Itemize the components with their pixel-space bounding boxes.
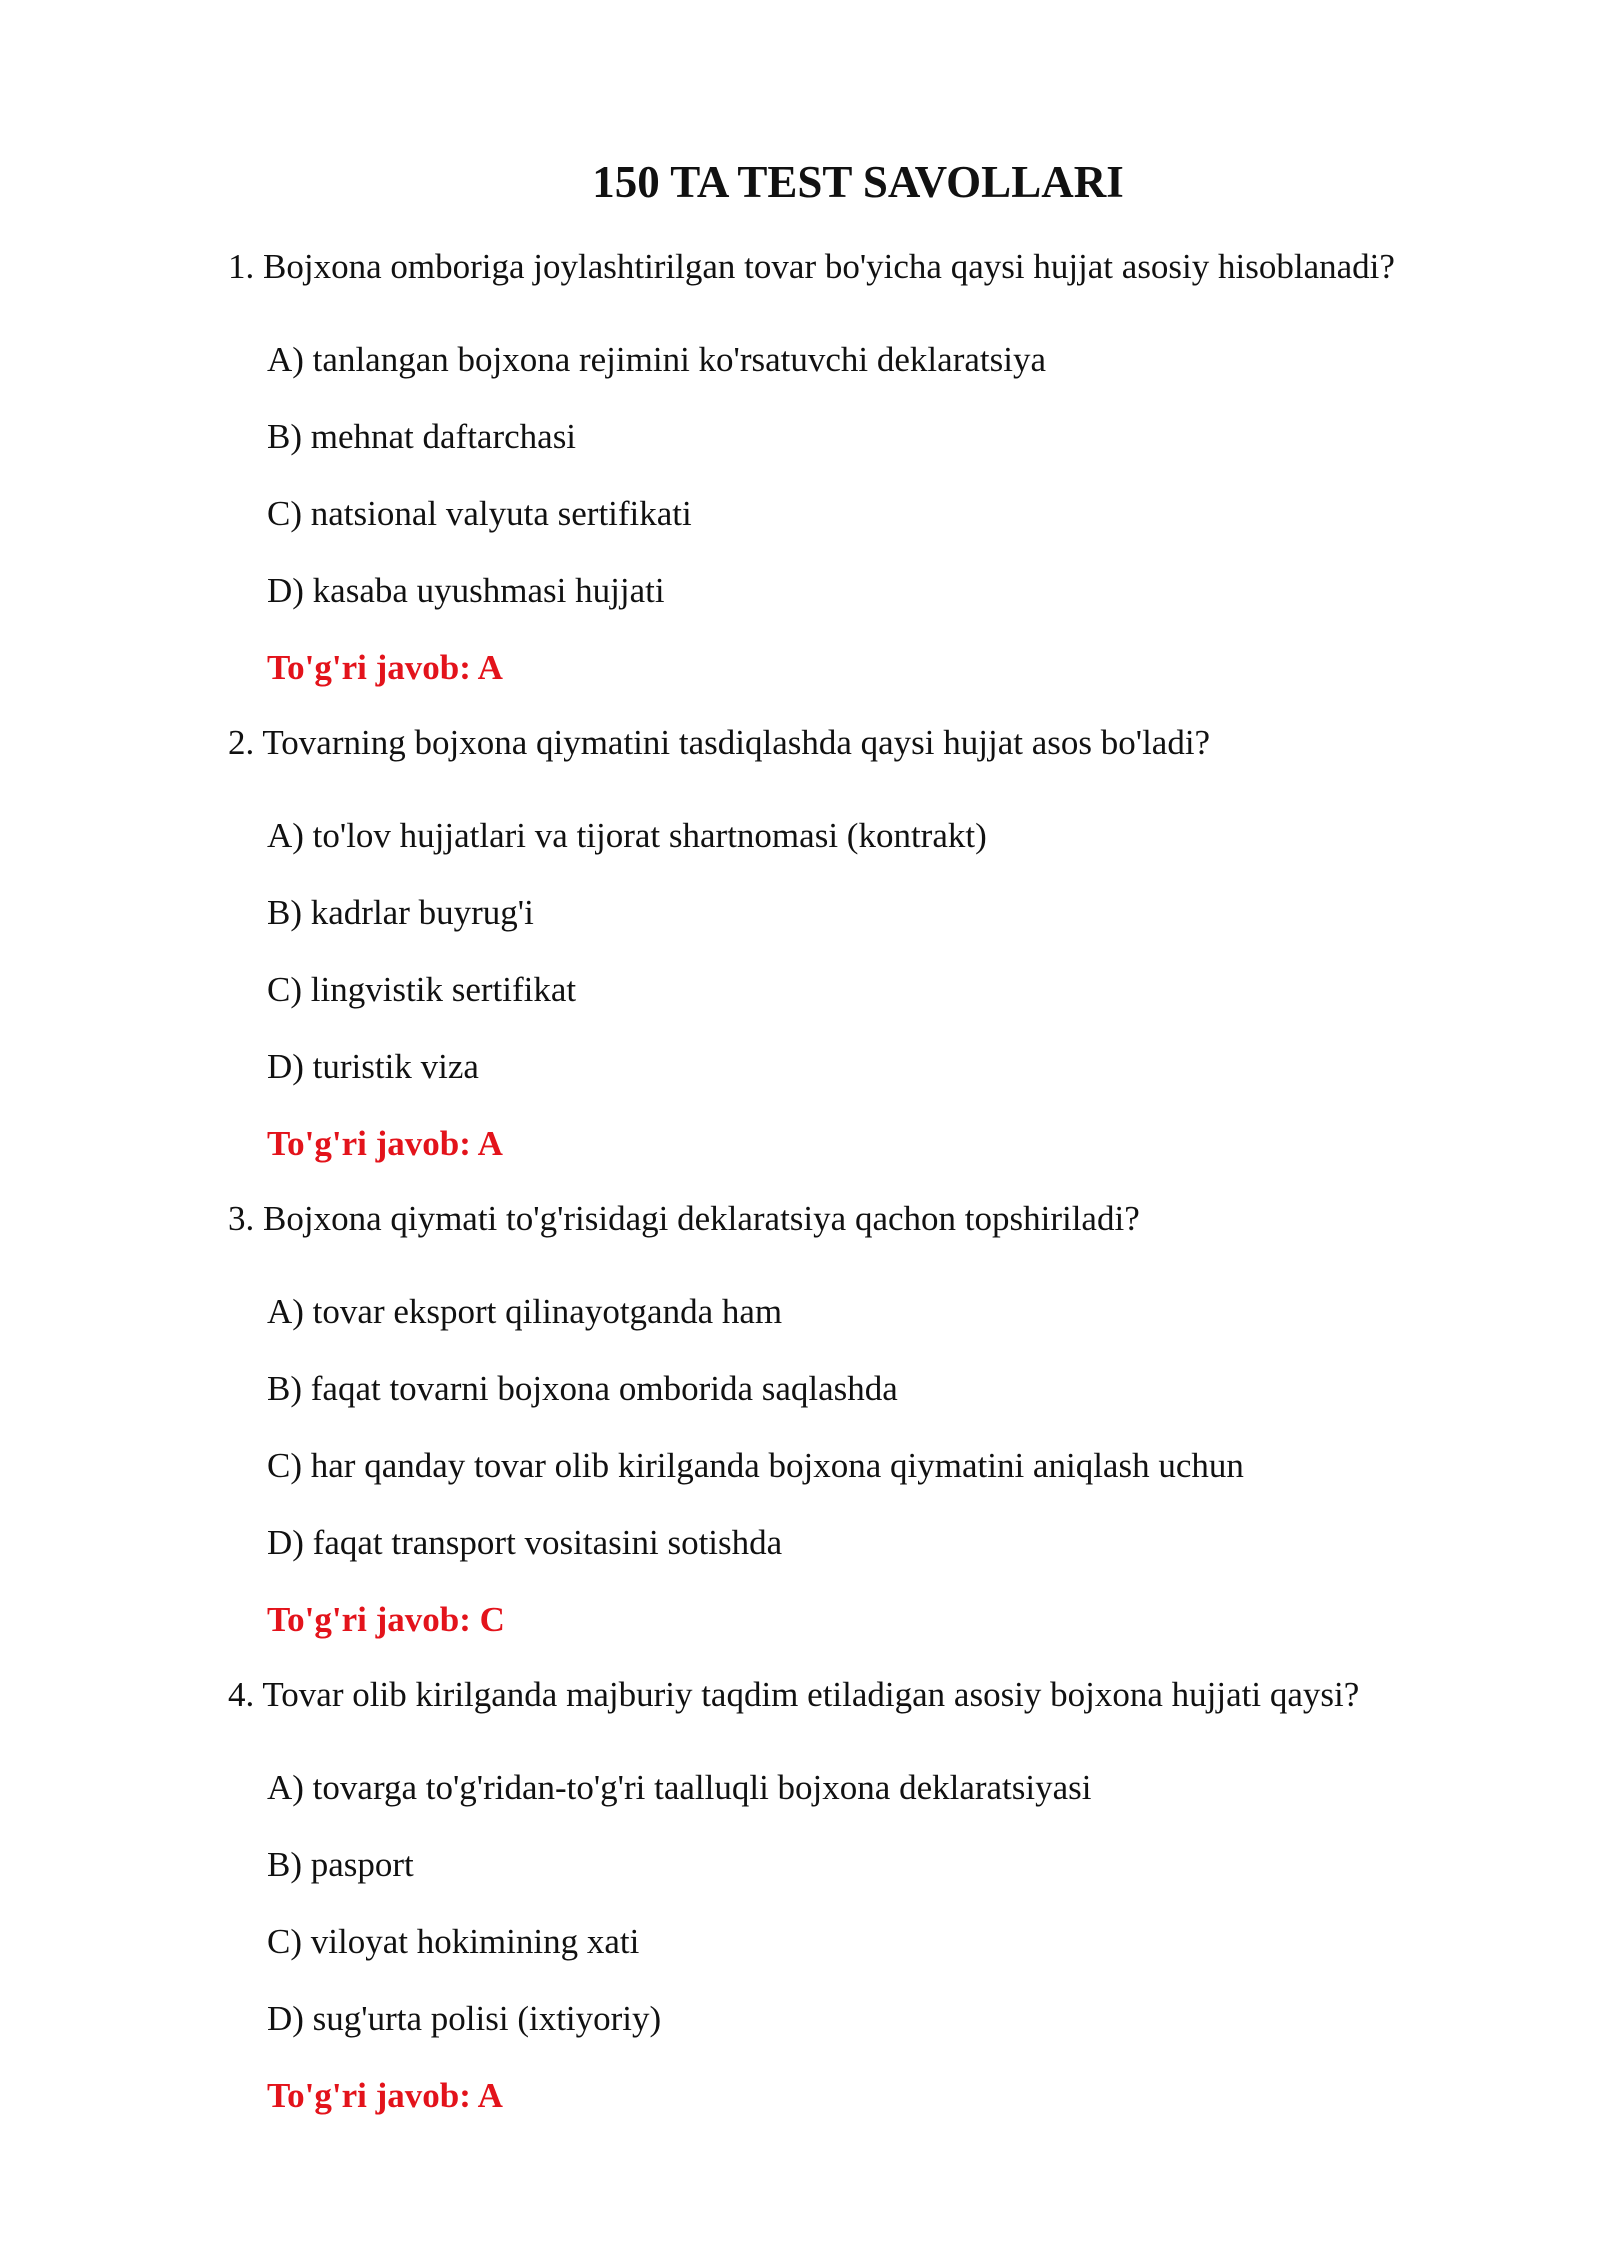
- option-b: B) mehnat daftarchasi: [267, 417, 577, 456]
- question-text: 4. Tovar olib kirilganda majburiy taqdim etiladigan asosiy bojxona hujjati qaysi?: [228, 1675, 1360, 1714]
- correct-answer: To'g'ri javob: A: [267, 1124, 503, 1163]
- option-d: D) sug'urta polisi (ixtiyoriy): [267, 1999, 662, 2038]
- option-a: A) to'lov hujjatlari va tijorat shartnomasi (kontrakt): [267, 816, 987, 855]
- option-a: A) tovar eksport qilinayotganda ham: [267, 1292, 783, 1331]
- question-text: 2. Tovarning bojxona qiymatini tasdiqlashda qaysi hujjat asos bo'ladi?: [228, 723, 1211, 762]
- option-d: D) kasaba uyushmasi hujjati: [267, 571, 665, 610]
- option-b: B) kadrlar buyrug'i: [267, 893, 534, 932]
- option-c: C) natsional valyuta sertifikati: [267, 494, 692, 533]
- question-text: 3. Bojxona qiymati to'g'risidagi deklaratsiya qachon topshiriladi?: [228, 1199, 1140, 1238]
- page-title: 150 TA TEST SAVOLLARI: [592, 157, 1124, 207]
- option-c: C) lingvistik sertifikat: [267, 970, 577, 1009]
- option-a: A) tovarga to'g'ridan-to'g'ri taalluqli bojxona deklaratsiyasi: [267, 1768, 1092, 1807]
- question-text: 1. Bojxona omboriga joylashtirilgan tovar bo'yicha qaysi hujjat asosiy hisoblanadi?: [228, 247, 1395, 286]
- option-c: C) viloyat hokimining xati: [267, 1922, 640, 1961]
- correct-answer: To'g'ri javob: C: [267, 1600, 505, 1639]
- option-d: D) faqat transport vositasini sotishda: [267, 1523, 783, 1562]
- option-a: A) tanlangan bojxona rejimini ko'rsatuvchi deklaratsiya: [267, 340, 1046, 379]
- correct-answer: To'g'ri javob: A: [267, 648, 503, 687]
- option-d: D) turistik viza: [267, 1047, 479, 1086]
- correct-answer: To'g'ri javob: A: [267, 2076, 503, 2115]
- option-b: B) faqat tovarni bojxona omborida saqlashda: [267, 1369, 898, 1408]
- option-b: B) pasport: [267, 1845, 414, 1884]
- option-c: C) har qanday tovar olib kirilganda bojxona qiymatini aniqlash uchun: [267, 1446, 1244, 1485]
